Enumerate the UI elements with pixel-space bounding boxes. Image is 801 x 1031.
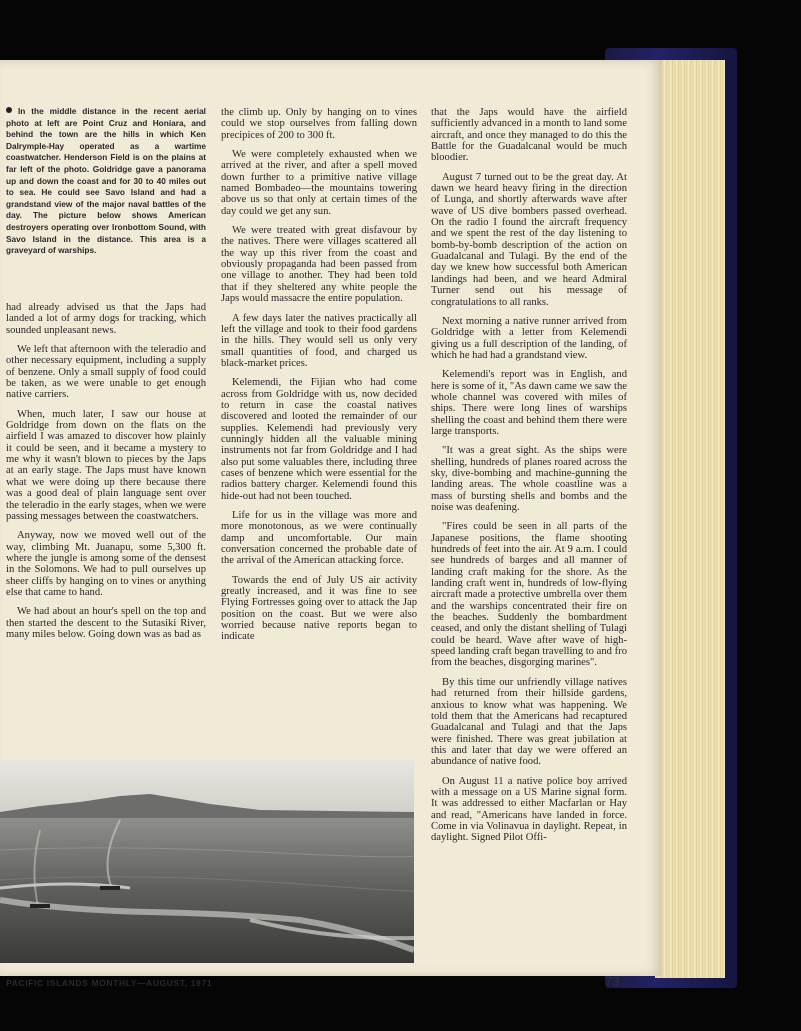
- photo-caption: [6, 106, 206, 257]
- page-edges: [655, 60, 725, 978]
- photo-image: [0, 760, 414, 963]
- paragraph: Kelemendi's report was in English, and here is some of it, "As dawn came we saw the whole channel was covered with miles of ships. There were long lines of warships shelling the coast and behind them there were large transports.: [431, 369, 627, 437]
- text-column-1: [6, 302, 206, 648]
- paragraph: "Fires could be seen in all parts of the Japanese positions, the flame shooting hundreds of feet into the air. At 9 a.m. I could see hundreds of barges and all manner of landing craft making for the shore. As the landing craft went in, hundreds of low-flying aircraft made a protective umbrella over them and the warships concentrated their fire on the beaches. Suddenly the bombardment ceased, and only the distant shelling of Tulagi could be heard. Wave after wave of high-speed landing craft began travelling to and fro from the beaches, disgorging marines".: [431, 521, 627, 669]
- paragraph: A few days later the natives practically all left the village and took to their food gardens in the hills. They would sell us only very small quantities of food, and charged us black-market prices.: [221, 312, 417, 369]
- aerial-sea-photo: [0, 760, 414, 963]
- text-column-3: [431, 107, 627, 852]
- page-footer: PACIFIC ISLANDS MONTHLY—AUGUST, 1971: [6, 978, 213, 988]
- text-column-2: [221, 107, 417, 651]
- paragraph: Life for us in the village was more and more monotonous, as we were continually damp and uncomfortable. Our main conversation concerned the probable date of the arrival of the American attacking force.: [221, 510, 417, 567]
- bullet-icon: [6, 107, 12, 113]
- paragraph: "It was a great sight. As the ships were shelling, hundreds of planes roared across the sky, dive-bombing and machine-gunning the landing areas. The whole coastline was a mass of bursting shells and bombs and the noise was deafening.: [431, 445, 627, 513]
- magazine-page: [0, 60, 662, 989]
- paragraph: We were treated with great disfavour by the natives. There were villages scattered all the way up this river from the coast and obviously propaganda had been passed from one village to another. They had been told that if they sheltered any white people the Japs would massacre the entire population.: [221, 225, 417, 305]
- paragraph: that the Japs would have the airfield sufficiently advanced in a month to land some aircraft, and once they managed to do this the Battle for the Guadalcanal would be much bloodier.: [431, 107, 627, 164]
- paragraph: Kelemendi, the Fijian who had come across from Goldridge with us, now decided to return in case the coastal natives discovered and looted the remainder of our supplies. Kelemendi had previously very cunningly hidden all the valuable mining instruments not far from Goldridge and I had also put some valuables there, including three cases of benzene which were essential for the radios battery charger. Kelemendi found this hide-out had not been touched.: [221, 377, 417, 502]
- page-number: 73: [605, 974, 620, 989]
- paragraph: On August 11 a native police boy arrived with a message on a US Marine signal form. It was addressed to either Macfarlan or Hay and read, "Americans have landed in force. Come in via Volinavua in daylight. Repeat, in daylight. Signed Pilot Offi-: [431, 775, 627, 844]
- paragraph: We left that afternoon with the teleradio and other necessary equipment, including a supply of benzene. Only a small supply of food could be taken, as we were unable to get enough native carriers.: [6, 344, 206, 401]
- paragraph: When, much later, I saw our house at Goldridge from down on the flats on the airfield I was amazed to discover how plainly it could be seen, and it became a mystery to me why it wasn't blown to pieces by the Japs at an early stage. The Japs must have known what we were doing up there because there was a good deal of plain language sent over the teleradio in the early stages, when we were passing messages between the coastwatchers.: [6, 408, 206, 522]
- paragraph: August 7 turned out to be the great day. At dawn we heard heavy firing in the direction of Lunga, and shortly afterwards wave after wave of US dive bombers passed overhead. On the radio I found the aircraft frequency and we spent the rest of the day listening to bomb-by-bomb description of the action on Guadalcanal and Tulagi. By the end of the day we knew how successful both American landings had been, and we heard Admiral Turner send out his message of congratulations to all ranks.: [431, 171, 627, 308]
- paragraph: had already advised us that the Japs had landed a lot of army dogs for tracking, which sounded unpleasant news.: [6, 302, 206, 336]
- paragraph: We had about an hour's spell on the top and then started the descent to the Sutasiki River, many miles below. Going down was as bad as: [6, 606, 206, 640]
- paragraph: Next morning a native runner arrived from Goldridge with a letter from Kelemendi giving us a full description of the landing, of which he had had a grandstand view.: [431, 315, 627, 361]
- caption-text: In the middle distance in the recent aerial photo at left are Point Cruz and Honiara, and behind the town are the hills in which Ken Dalrymple-Hay operated as a wartime coastwatcher. Henderson Field is on the plains at far left of the photo. Goldridge gave a panorama up and down the coast and for 30 to 40 miles out to sea. He could see Savo Island and had a grandstand view of the major naval battles of the day. The picture below shows American destroyers operating over Ironbottom Sound, with Savo Island in the distance. This area is a graveyard of warships.: [6, 106, 206, 256]
- paragraph: We were completely exhausted when we arrived at the river, and after a spell moved down further to a primitive native village named Bombadeo—the mountains towering above us so that only at certain times of the day could we get any sun.: [221, 149, 417, 217]
- paragraph: the climb up. Only by hanging on to vines could we stop ourselves from falling down precipices of 200 to 300 ft.: [221, 107, 417, 141]
- paragraph: Anyway, now we moved well out of the way, climbing Mt. Juanapu, some 5,300 ft. where the jungle is among some of the densest in the Solomons. We had to pull ourselves up sheer cliffs by hanging on to vines or anything else that came to hand.: [6, 530, 206, 598]
- paragraph: Towards the end of July US air activity greatly increased, and it was fine to see Flying Fortresses going over to attack the Jap position on the coast. But we were also worried because native reports began to indicate: [221, 574, 417, 643]
- paragraph: By this time our unfriendly village natives had returned from their hillside gardens, anxious to know what was happening. We told them that the Americans had recaptured Guadalcanal and Tulagi and that the Japs were finished. There was great jubilation at this and later that day we were offered an abundance of native food.: [431, 676, 627, 768]
